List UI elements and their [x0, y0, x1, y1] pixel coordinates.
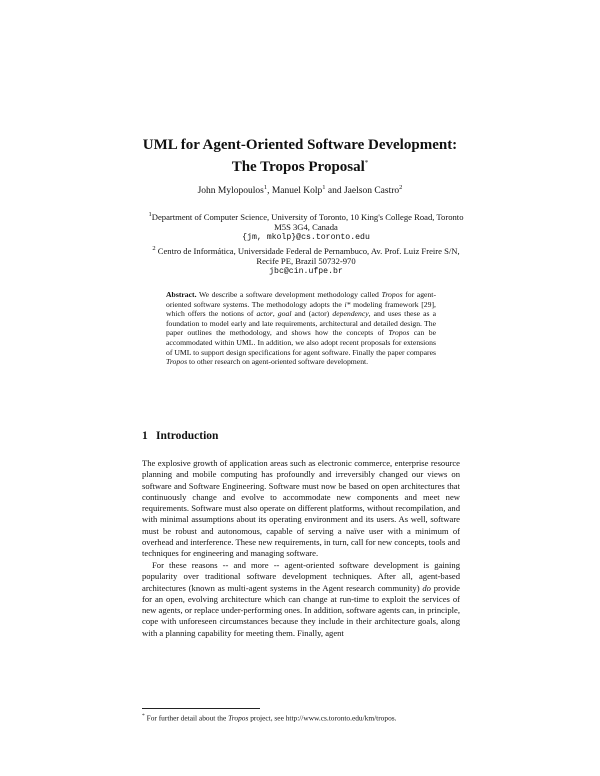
affiliation-text: Centro de Informática, Universidade Federal de Pernambuco, Av. Prof. Luiz Freire S/N, [155, 245, 460, 256]
section-heading [142, 430, 218, 442]
footnote-text: project, see http://www.cs.toronto.edu/km/tropos. [248, 713, 397, 723]
intro-paragraph-1: The explosive growth of application areas such as electronic commerce, enterprise resource planning and mobile computing has profoundly and irreversibly changed our views on software and Software Engineering. Software must now be based on open architectures that continuously change and evolve to accommodate new components and meet new requirements. Software must also operate on different platforms, without recompilation, and with minimal assumptions about its operating environment and its users. As well, software must be robust and autonomous, capable of serving a naïve user with a minimum of overhead and interference. These new requirements, in turn, call for new concepts, tools and techniques for engineering and managing software. [142, 458, 460, 559]
author-name: Jaelson Castro [343, 186, 400, 197]
footnote-emphasis: Tropos [228, 713, 249, 723]
affiliation-2-line-1 [140, 244, 472, 256]
abstract-emphasis: actor [256, 309, 273, 319]
affiliation-sup: 2 [152, 245, 156, 252]
title-line-2-text: The Tropos Proposal [231, 159, 365, 175]
abstract-emphasis: Tropos [388, 328, 410, 338]
paragraph-text: provide for an open, evolving architecture which can change at run-time to exploit the services of new agents, or replace under-performing ones. In addition, software agents can, in principle, cope with unforeseen circumstances because they include in their architecture goals, along with a planning capability for meeting them. Finally, agent [142, 582, 460, 638]
author-name: John Mylopoulos [197, 186, 264, 197]
abstract-text: and (actor) [291, 309, 333, 319]
abstract-text: modeling framework [29], which offers the notions of [166, 299, 436, 319]
footnote-mark: * [142, 713, 145, 719]
author-separator: and [325, 186, 344, 197]
title-line-1: UML for Agent-Oriented Software Development: [142, 137, 458, 153]
abstract-text: , [272, 309, 278, 319]
affiliation-1 [140, 210, 472, 243]
abstract-text: We describe a software development methodology called [196, 290, 382, 299]
abstract-label: Abstract. [166, 290, 197, 299]
paper-title [100, 136, 500, 176]
abstract-emphasis: Tropos [166, 357, 188, 367]
affiliation-text: Department of Computer Science, University of Toronto, 10 King's College Road, Toronto [151, 211, 464, 222]
footnote [142, 713, 397, 722]
intro-paragraph-2 [142, 560, 460, 639]
abstract-text: can be accommodated within UML. In addition, we also adopt recent proposals for extensions of UML to support design specifications for agent software. Finally the paper compares [166, 328, 436, 357]
affiliation-2 [140, 244, 472, 277]
abstract-emphasis: i* [344, 299, 351, 309]
abstract-text: for agent-oriented software systems. The methodology adopts the [166, 290, 436, 309]
author-affil-sup: 2 [399, 184, 403, 191]
paragraph-emphasis: do [422, 582, 431, 593]
abstract [166, 290, 436, 367]
author-list [100, 184, 500, 196]
affiliation-1-line-1 [140, 210, 472, 222]
affiliation-2-email: jbc@cin.ufpe.br [269, 266, 343, 276]
affiliation-1-line-2: M5S 3G4, Canada [274, 222, 338, 233]
affiliation-2-line-2: Recife PE, Brazil 50732-970 [256, 256, 356, 267]
paragraph-text: For these reasons -- and more -- agent-oriented software development is gaining popularity over traditional software development techniques. After all, agent-based architectures (known as multi-agent systems in the Agent research community) [142, 560, 460, 593]
abstract-emphasis: Tropos [381, 290, 403, 299]
author-affil-sup: 1 [263, 184, 268, 191]
author-name: Manuel Kolp [271, 186, 323, 197]
title-footnote-mark: * [364, 159, 369, 167]
title-line-2 [100, 154, 500, 176]
section-title: Introduction [156, 430, 219, 442]
affiliation-sup: 1 [148, 211, 152, 218]
abstract-text: , and uses these as a foundation to model early and late requirements, architectural and detailed design. The paper outlines the methodology, and shows how the concepts of [166, 309, 436, 338]
abstract-emphasis: dependency [332, 309, 369, 319]
author-separator: , [267, 186, 272, 197]
section-number: 1 [142, 430, 148, 442]
affiliation-1-email: {jm, mkolp}@cs.toronto.edu [242, 232, 370, 242]
abstract-text: to other research on agent-oriented software development. [187, 357, 369, 367]
author-affil-sup: 1 [322, 184, 326, 191]
footnote-text: For further detail about the [144, 713, 229, 723]
abstract-emphasis: goal [277, 309, 292, 319]
footnote-rule [142, 708, 260, 709]
